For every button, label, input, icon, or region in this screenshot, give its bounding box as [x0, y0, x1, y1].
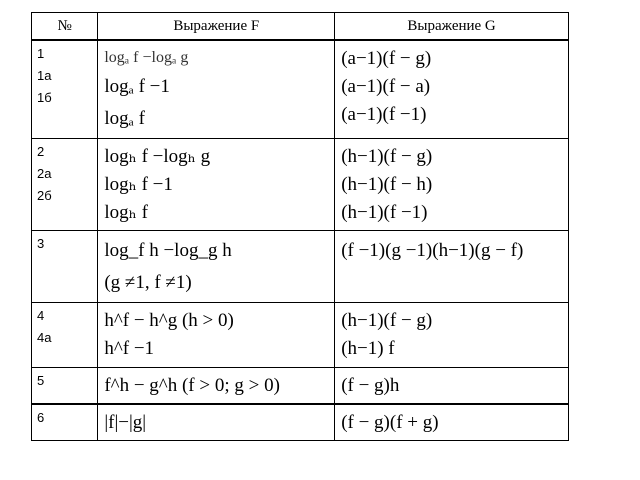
- expression-f-cell: [98, 139, 335, 231]
- expression-g: (h−1)(f − g): [341, 310, 433, 331]
- expression-g: (f −1)(g −1)(h−1)(g − f): [341, 240, 524, 261]
- row-number-cell: [32, 139, 98, 231]
- expression-f-cell: [98, 368, 335, 405]
- row-number-cell: [32, 303, 98, 368]
- expression-f: log_f h −log_g h: [104, 240, 232, 261]
- row-number: 2а: [37, 166, 52, 181]
- expression-f: h^f −1: [104, 338, 155, 359]
- row-number: 6: [37, 410, 45, 425]
- expression-g: (h−1)(f −1): [341, 202, 428, 223]
- expression-f: f^h − g^h (f > 0; g > 0): [104, 375, 280, 396]
- expression-g: (a−1)(f − g): [341, 48, 432, 69]
- table-row: [32, 404, 569, 441]
- expression-g-cell: [335, 404, 569, 441]
- header-num: №: [32, 13, 98, 41]
- expression-f: logₕ f −1: [104, 174, 173, 195]
- header-g: Выражение G: [335, 13, 569, 41]
- expression-f-cell: [98, 231, 335, 303]
- expression-f: logₕ f: [104, 202, 148, 223]
- table-row: [32, 231, 569, 303]
- expression-g-cell: [335, 40, 569, 139]
- expression-g: (h−1)(f − h): [341, 174, 433, 195]
- expression-f: logₐ f −logₐ g: [104, 49, 189, 66]
- table-row: [32, 40, 569, 139]
- expression-g: (f − g)h: [341, 375, 400, 396]
- row-number: 4: [37, 308, 45, 323]
- expression-f: (g ≠1, f ≠1): [104, 272, 192, 293]
- expression-f-cell: [98, 404, 335, 441]
- expression-g-cell: [335, 303, 569, 368]
- expression-g: (a−1)(f −1): [341, 104, 427, 125]
- expression-f-cell: [98, 303, 335, 368]
- row-number-cell: [32, 231, 98, 303]
- row-number: 1а: [37, 68, 52, 83]
- table-row: [32, 368, 569, 405]
- table-row: [32, 139, 569, 231]
- row-number: 2: [37, 144, 45, 159]
- row-number: 1б: [37, 90, 52, 105]
- expression-g-cell: [335, 139, 569, 231]
- expression-f: h^f − h^g (h > 0): [104, 310, 234, 331]
- row-number-cell: [32, 404, 98, 441]
- expression-g: (h−1) f: [341, 338, 395, 359]
- row-number-cell: [32, 40, 98, 139]
- expression-g: (h−1)(f − g): [341, 146, 433, 167]
- row-number: 3: [37, 236, 45, 251]
- expression-f: logₕ f −logₕ g: [104, 146, 211, 167]
- row-number: 2б: [37, 188, 52, 203]
- expression-f: |f|−|g|: [104, 412, 147, 433]
- expression-g: (f − g)(f + g): [341, 412, 439, 433]
- table-row: [32, 303, 569, 368]
- expression-g-cell: [335, 231, 569, 303]
- formula-table: [31, 12, 569, 441]
- row-number: 4а: [37, 330, 52, 345]
- row-number: 5: [37, 373, 45, 388]
- expression-f-cell: [98, 40, 335, 139]
- expression-f: logₐ f −1: [104, 76, 170, 97]
- expression-g: (a−1)(f − a): [341, 76, 431, 97]
- expression-f: logₐ f: [104, 108, 145, 129]
- expression-g-cell: [335, 368, 569, 405]
- row-number: 1: [37, 46, 45, 61]
- header-row: [32, 13, 569, 41]
- header-f: Выражение F: [98, 13, 335, 41]
- row-number-cell: [32, 368, 98, 405]
